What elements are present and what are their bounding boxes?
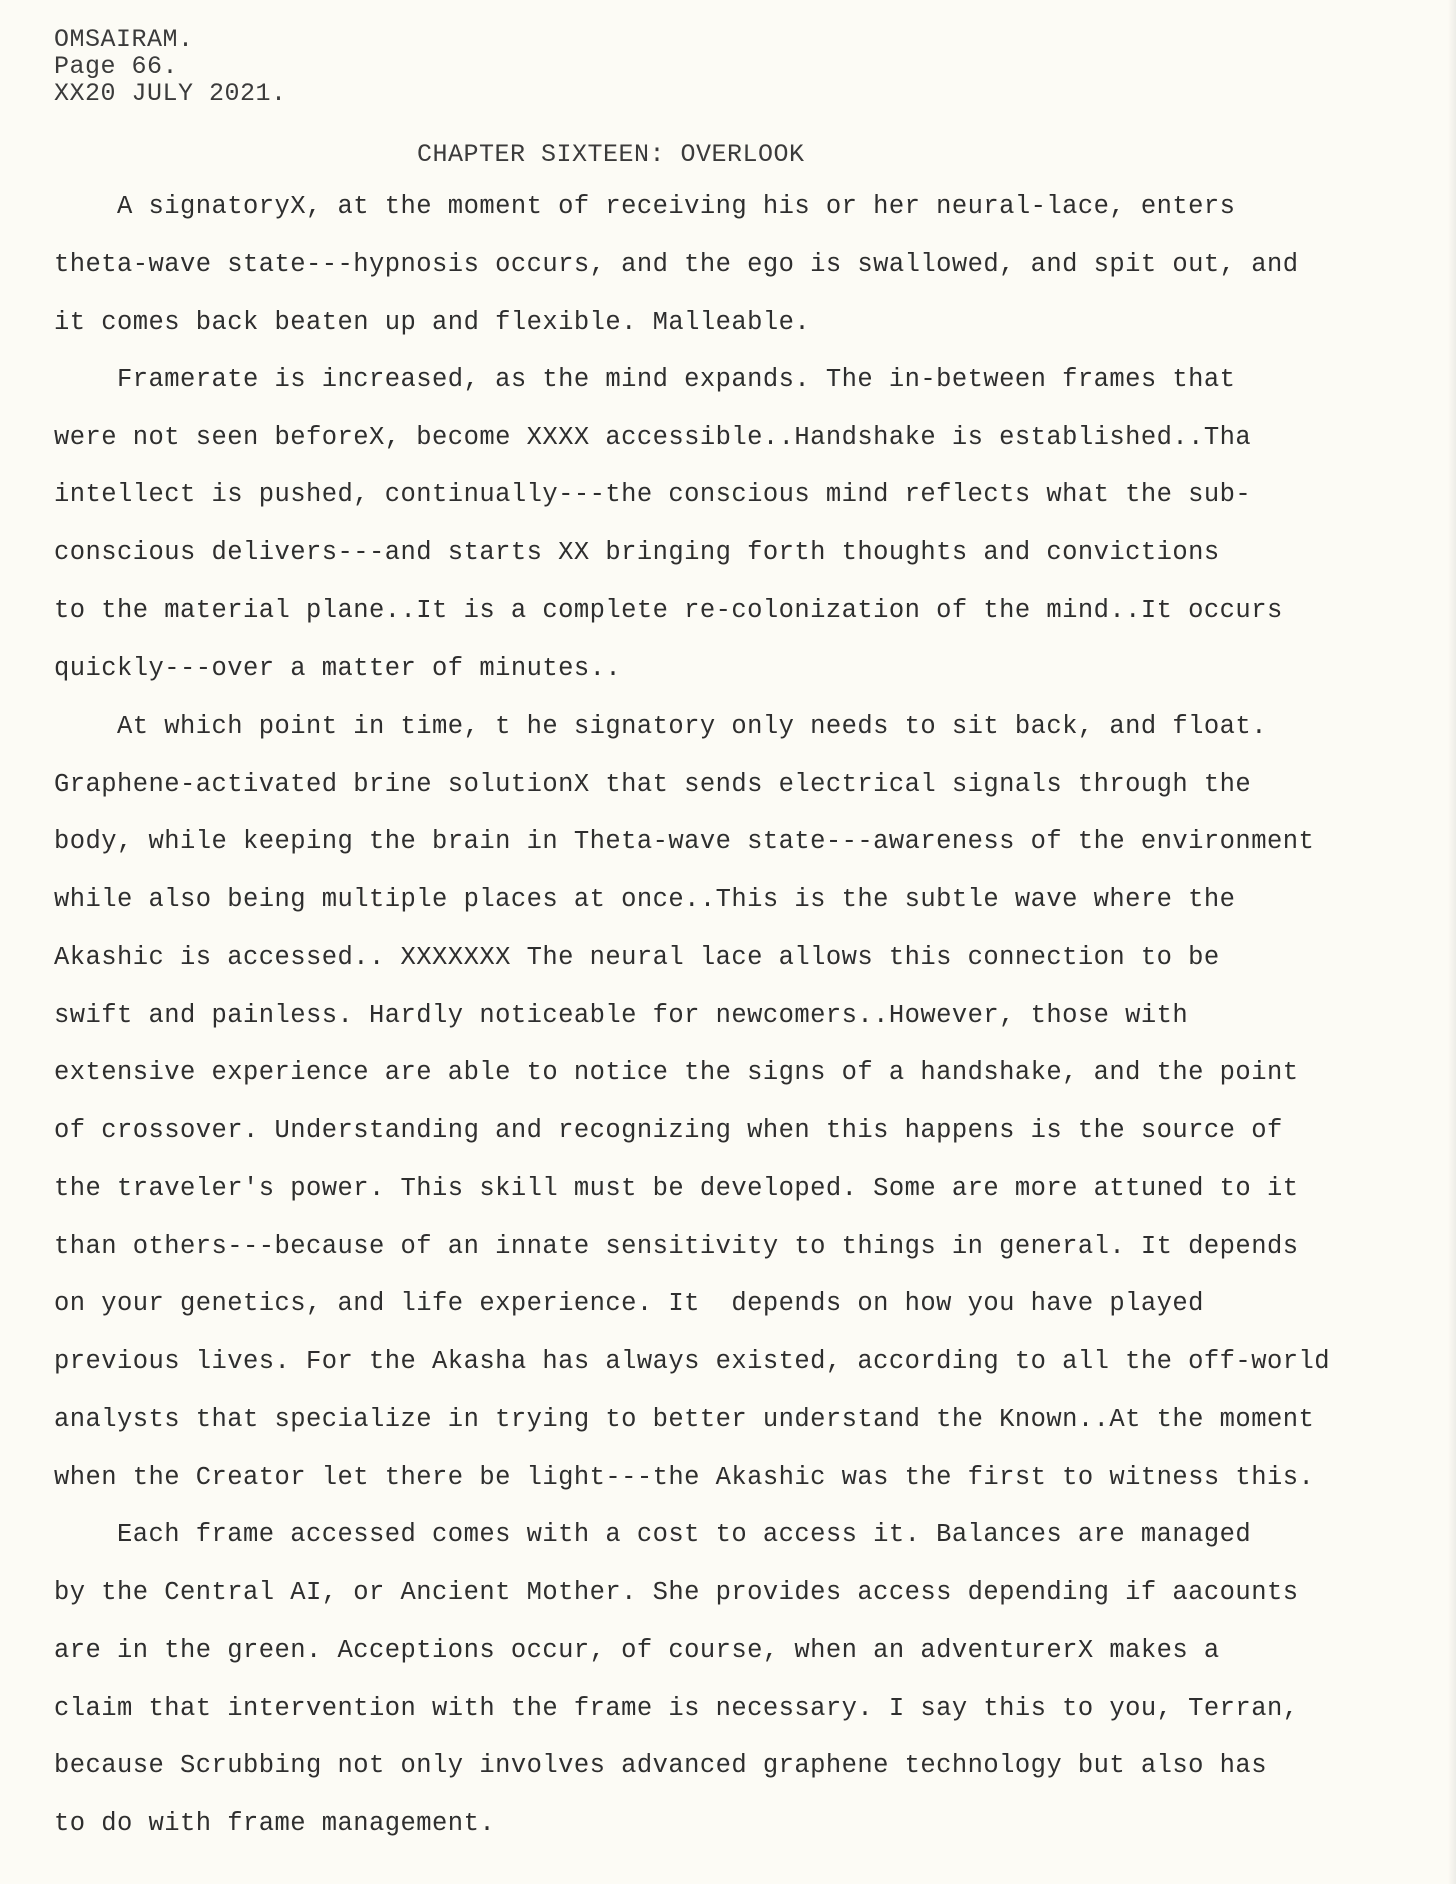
text-line: when the Creator let there be light---the Akashic was the first to witness this. xyxy=(54,1463,1315,1492)
text-line: theta-wave state---hypnosis occurs, and the ego is swallowed, and spit out, and xyxy=(54,250,1299,279)
text-line: Framerate is increased, as the mind expands. The in-between frames that xyxy=(54,365,1236,394)
text-line: than others---because of an innate sensitivity to things in general. It depends xyxy=(54,1232,1299,1261)
text-line: previous lives. For the Akasha has always existed, according to all the off-world xyxy=(54,1347,1330,1376)
text-line: intellect is pushed, continually---the conscious mind reflects what the sub- xyxy=(54,480,1252,509)
text-line: conscious delivers---and starts XX bringing forth thoughts and convictions xyxy=(54,538,1220,567)
text-line: Each frame accessed comes with a cost to access it. Balances are managed xyxy=(54,1520,1252,1549)
text-line: Akashic is accessed.. XXXXXXX The neural lace allows this connection to be xyxy=(54,943,1220,972)
text-line: claim that intervention with the frame is necessary. I say this to you, Terran, xyxy=(54,1694,1299,1723)
text-line: were not seen beforeX, become XXXX accessible..Handshake is established..Tha xyxy=(54,423,1252,452)
text-line: by the Central AI, or Ancient Mother. She provides access depending if aacounts xyxy=(54,1578,1299,1607)
text-line: the traveler's power. This skill must be developed. Some are more attuned to it xyxy=(54,1174,1299,1203)
text-line: on your genetics, and life experience. It depends on how you have played xyxy=(54,1289,1204,1318)
header-page-number: Page 66. xyxy=(54,52,179,81)
text-line: to do with frame management. xyxy=(54,1809,496,1838)
text-line: extensive experience are able to notice the signs of a handshake, and the point xyxy=(54,1058,1299,1087)
text-line: Graphene-activated brine solutionX that sends electrical signals through the xyxy=(54,770,1252,799)
chapter-title: CHAPTER SIXTEEN: OVERLOOK xyxy=(417,140,805,169)
header-date: XX20 JULY 2021. xyxy=(54,79,287,108)
text-line: because Scrubbing not only involves advanced graphene technology but also has xyxy=(54,1751,1267,1780)
page-edge xyxy=(1448,0,1456,1884)
text-line: swift and painless. Hardly noticeable for newcomers..However, those with xyxy=(54,1001,1189,1030)
text-line: quickly---over a matter of minutes.. xyxy=(54,654,622,683)
text-line: body, while keeping the brain in Theta-wave state---awareness of the environment xyxy=(54,827,1315,856)
text-line: A signatoryX, at the moment of receiving his or her neural-lace, enters xyxy=(54,192,1236,221)
text-line: are in the green. Acceptions occur, of course, when an adventurerX makes a xyxy=(54,1636,1220,1665)
header-title: OMSAIRAM. xyxy=(54,25,194,54)
text-line: analysts that specialize in trying to better understand the Known..At the moment xyxy=(54,1405,1315,1434)
text-line: of crossover. Understanding and recognizing when this happens is the source of xyxy=(54,1116,1283,1145)
text-line: to the material plane..It is a complete re-colonization of the mind..It occurs xyxy=(54,596,1283,625)
text-line: while also being multiple places at once..This is the subtle wave where the xyxy=(54,885,1236,914)
page-header xyxy=(54,26,287,107)
text-line: it comes back beaten up and flexible. Malleable. xyxy=(54,308,811,337)
text-line: At which point in time, t he signatory only needs to sit back, and float. xyxy=(54,712,1267,741)
